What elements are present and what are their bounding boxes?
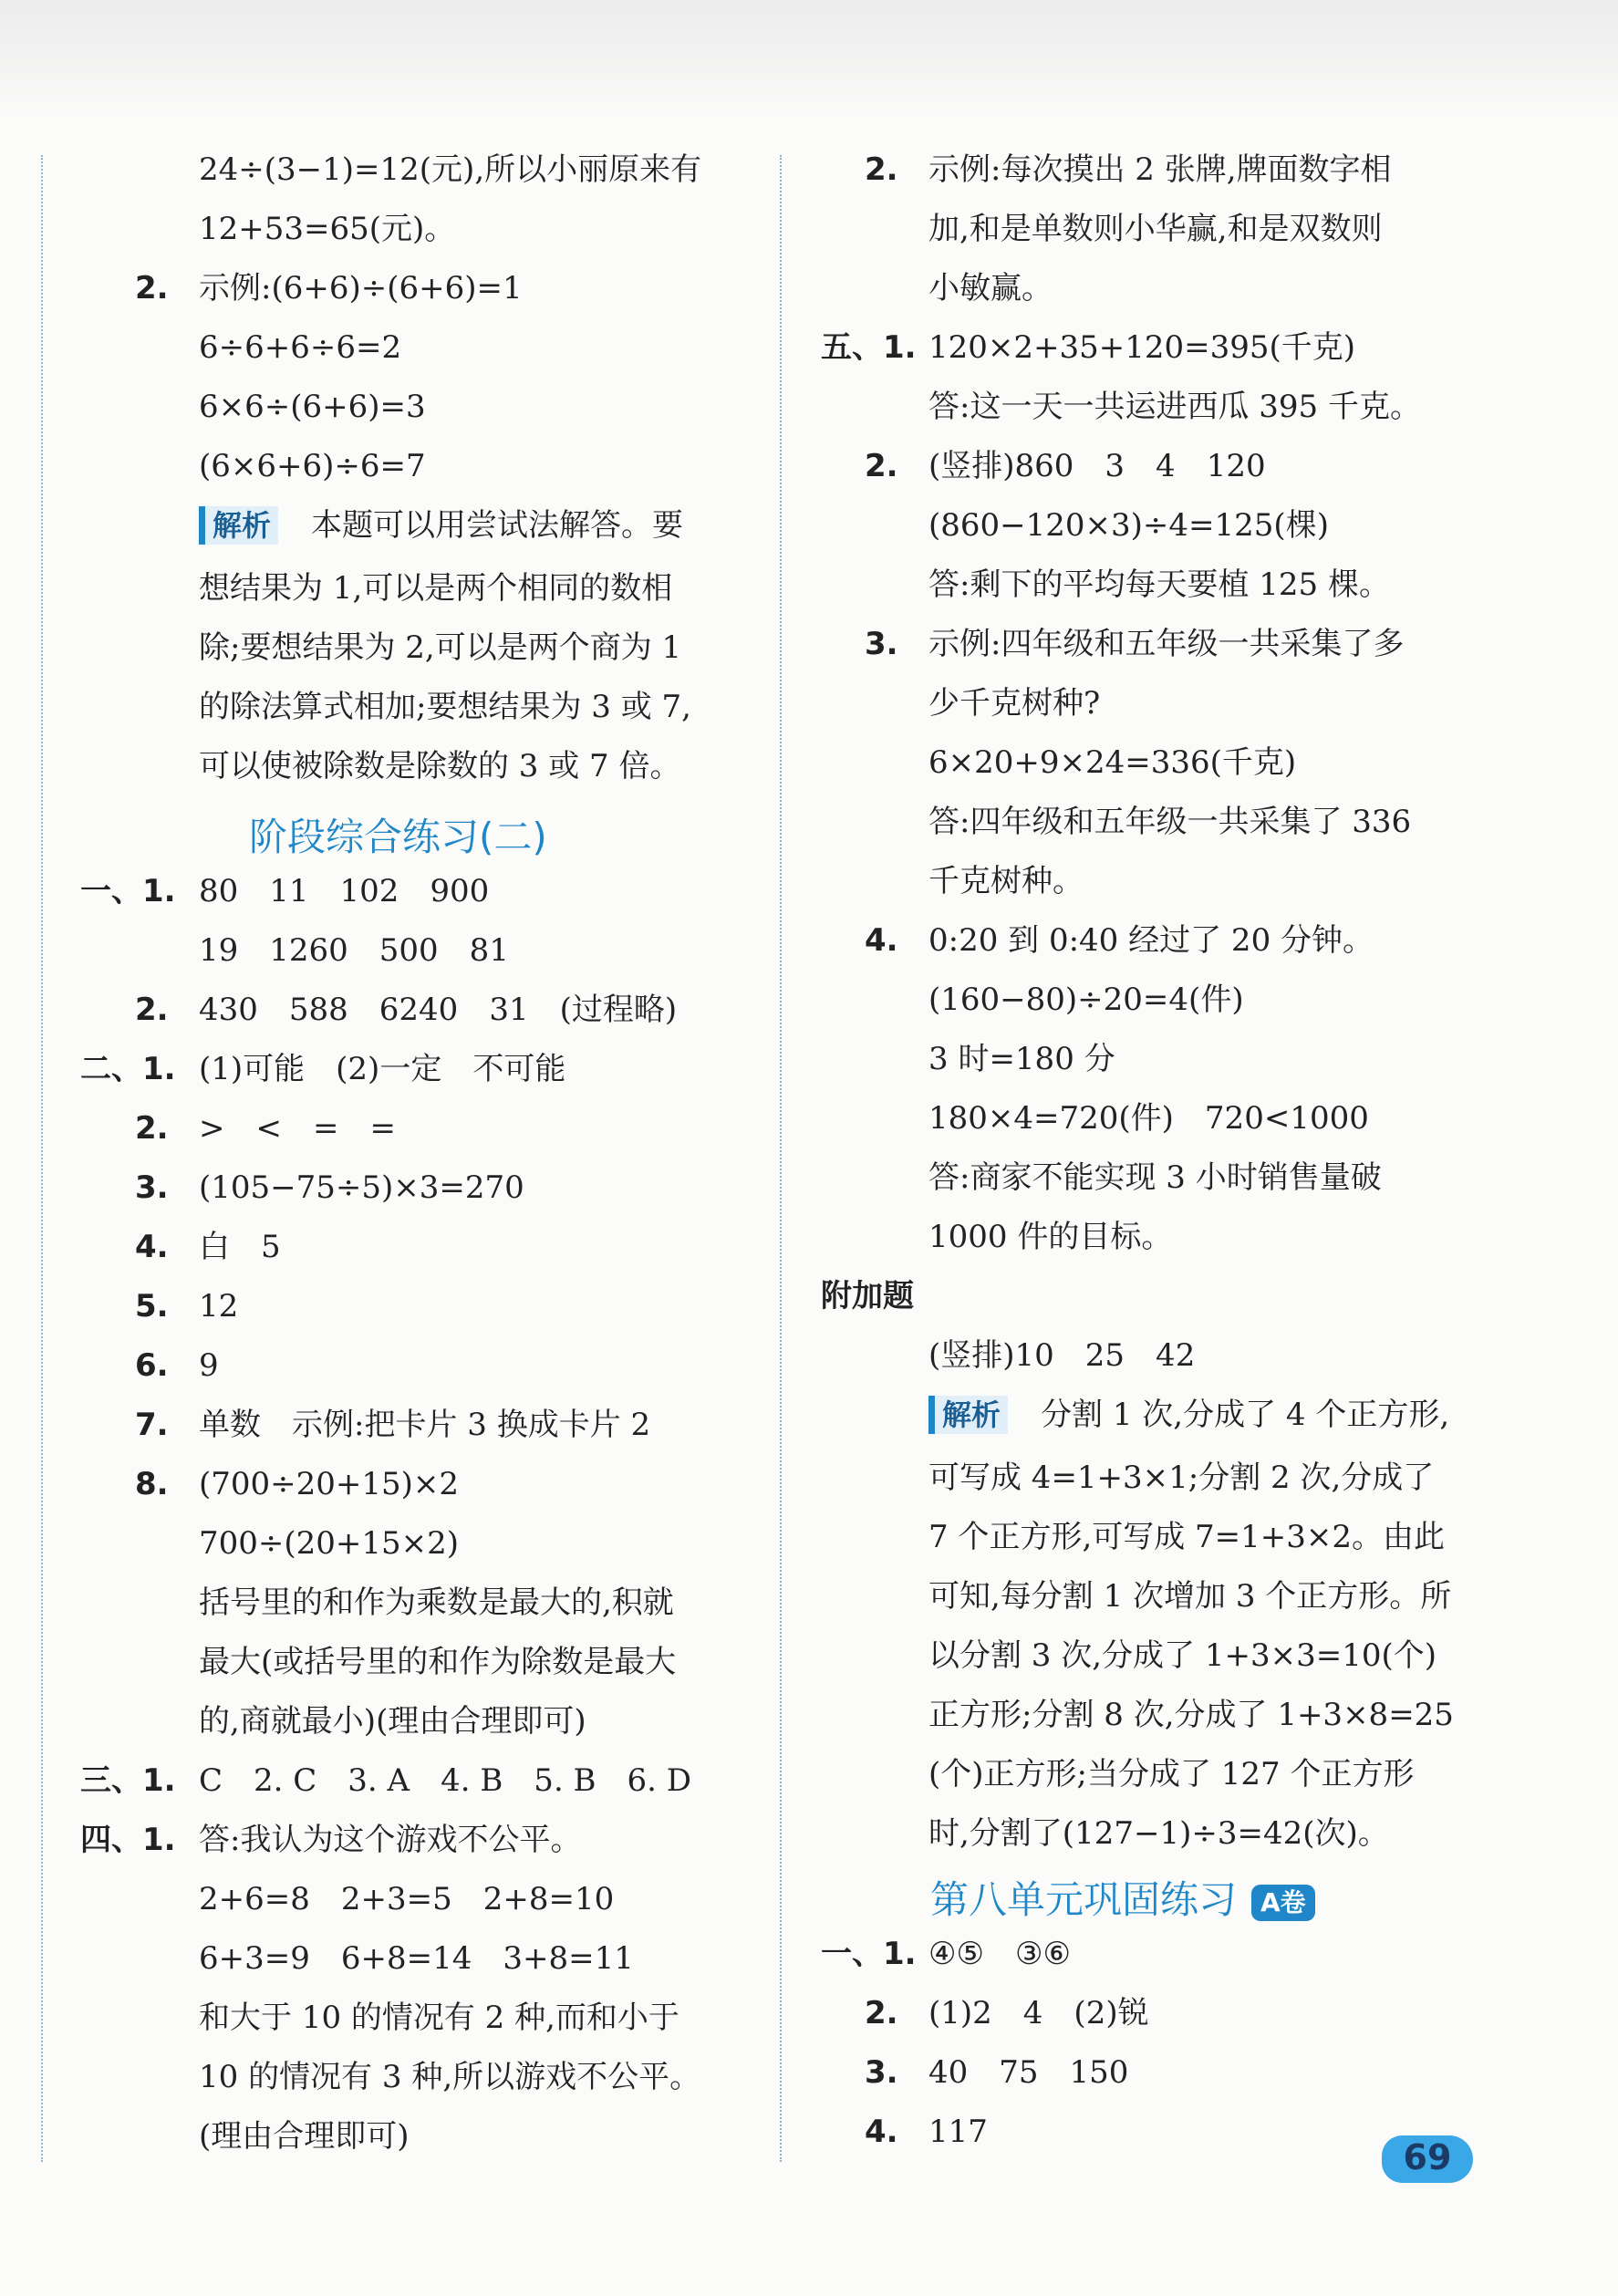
answer-text: 答:这一天一共运进西瓜 395 千克。 — [928, 389, 1421, 425]
answer-text: 以分割 3 次,分成了 1+3×3=10(个) — [928, 1637, 1437, 1674]
answer-text: (个)正方形;当分成了 127 个正方形 — [928, 1756, 1415, 1792]
question-number: 6. — [135, 1347, 169, 1384]
answer-text: 和大于 10 的情况有 2 种,而和小于 — [199, 2000, 679, 2036]
answer-text: 可以使被除数是除数的 3 或 7 倍。 — [199, 748, 681, 784]
answer-text: 分割 1 次,分成了 4 个正方形, — [1041, 1397, 1450, 1433]
answer-text: 6×20+9×24=336(千克) — [928, 744, 1297, 781]
answer-text: 示例:每次摸出 2 张牌,牌面数字相 — [928, 151, 1392, 188]
page-number-badge — [1345, 2128, 1482, 2192]
section-heading-text: 第八单元巩固练习 — [930, 1877, 1238, 1922]
answer-text: 3 时=180 分 — [928, 1041, 1115, 1077]
answer-text: 千克树种。 — [928, 863, 1084, 899]
answer-text: 10 的情况有 3 种,所以游戏不公平。 — [199, 2059, 701, 2095]
answer-text: (竖排)860 3 4 120 — [928, 448, 1266, 484]
answer-text: 正方形;分割 8 次,分成了 1+3×8=25 — [928, 1697, 1454, 1733]
section-heading — [930, 1870, 1315, 1925]
question-number: 五、1. — [821, 329, 917, 366]
answer-text: 想结果为 1,可以是两个相同的数相 — [199, 570, 673, 607]
answer-text: 本题可以用尝试法解答。要 — [311, 507, 684, 544]
answer-text: 单数 示例:把卡片 3 换成卡片 2 — [199, 1407, 651, 1443]
answer-text: 2+6=8 2+3=5 2+8=10 — [199, 1881, 615, 1917]
question-number: 附加题 — [821, 1278, 914, 1314]
column-divider-rule — [780, 155, 782, 2162]
answer-text: (700÷20+15)×2 — [199, 1466, 460, 1502]
answer-text: ④⑤ ③⑥ — [928, 1936, 1071, 1972]
question-number: 一、1. — [821, 1936, 917, 1972]
section-heading-text: 阶段综合练习(二) — [249, 815, 547, 859]
answer-text: 6×6÷(6+6)=3 — [199, 389, 426, 425]
answer-text: 可知,每分割 1 次增加 3 个正方形。所 — [928, 1578, 1452, 1615]
question-number: 3. — [865, 626, 898, 662]
answer-text: 80 11 102 900 — [199, 873, 490, 909]
left-margin-rule — [41, 155, 43, 2162]
answer-text: 0:20 到 0:40 经过了 20 分钟。 — [928, 922, 1374, 959]
answer-text: 示例:四年级和五年级一共采集了多 — [928, 626, 1405, 662]
answer-text: 9 — [199, 1347, 219, 1384]
answer-text: 除;要想结果为 2,可以是两个商为 1 — [199, 629, 682, 666]
answer-text: 430 588 6240 31 (过程略) — [199, 992, 678, 1028]
answer-text: 19 1260 500 81 — [199, 932, 509, 969]
answer-text: 120×2+35+120=395(千克) — [928, 329, 1356, 366]
question-number: 四、1. — [80, 1822, 176, 1858]
section-badge: A卷 — [1251, 1885, 1315, 1921]
scan-top-band — [0, 0, 1618, 119]
answer-text: 6+3=9 6+8=14 3+8=11 — [199, 1940, 634, 1977]
answer-text: 示例:(6+6)÷(6+6)=1 — [199, 270, 523, 306]
answer-text: 180×4=720(件) 720<1000 — [928, 1100, 1369, 1137]
question-number: 三、1. — [80, 1762, 176, 1799]
answer-text: 答:四年级和五年级一共采集了 336 — [928, 804, 1412, 840]
question-number: 4. — [135, 1229, 169, 1265]
answer-text: 括号里的和作为乘数是最大的,积就 — [199, 1584, 674, 1621]
analysis-tag: 解析 — [928, 1396, 1008, 1434]
question-number: 2. — [135, 270, 169, 306]
analysis-tag: 解析 — [199, 506, 278, 545]
answer-text: 24÷(3−1)=12(元),所以小丽原来有 — [199, 151, 702, 188]
answer-text: 少千克树种? — [928, 685, 1101, 722]
answer-text: (860−120×3)÷4=125(棵) — [928, 507, 1329, 544]
answer-text: (1)可能 (2)一定 不可能 — [199, 1051, 566, 1087]
question-number: 3. — [135, 1169, 169, 1206]
answer-text: (160−80)÷20=4(件) — [928, 982, 1244, 1018]
section-heading — [249, 807, 547, 862]
answer-text: 700÷(20+15×2) — [199, 1525, 460, 1562]
answer-text: 12 — [199, 1288, 239, 1325]
answer-text: (竖排)10 25 42 — [928, 1337, 1196, 1374]
question-number: 2. — [865, 448, 898, 484]
answer-text: 白 5 — [199, 1229, 281, 1265]
question-number: 2. — [135, 992, 169, 1028]
answer-text: 12+53=65(元)。 — [199, 211, 456, 247]
question-number: 4. — [865, 922, 898, 959]
answer-text: C 2. C 3. A 4. B 5. B 6. D — [199, 1762, 692, 1799]
answer-text: 可写成 4=1+3×1;分割 2 次,分成了 — [928, 1460, 1435, 1496]
question-number: 二、1. — [80, 1051, 176, 1087]
answer-text: 加,和是单数则小华赢,和是双数则 — [928, 211, 1383, 247]
answer-text: 答:剩下的平均每天要植 125 棵。 — [928, 566, 1390, 603]
question-number: 2. — [865, 151, 898, 188]
answer-text: 最大(或括号里的和作为除数是最大 — [199, 1644, 677, 1680]
answer-text: 答:商家不能实现 3 小时销售量破 — [928, 1159, 1382, 1196]
answer-text: 7 个正方形,可写成 7=1+3×2。由此 — [928, 1519, 1446, 1555]
question-number: 3. — [865, 2054, 898, 2091]
answer-text: > < = = — [199, 1110, 396, 1147]
answer-text: 1000 件的目标。 — [928, 1219, 1173, 1255]
question-number: 一、1. — [80, 873, 176, 909]
question-number: 2. — [135, 1110, 169, 1147]
answer-text: 小敏赢。 — [928, 270, 1053, 306]
answer-text: (105−75÷5)×3=270 — [199, 1169, 524, 1206]
question-number: 4. — [865, 2114, 898, 2150]
answer-text: 时,分割了(127−1)÷3=42(次)。 — [928, 1815, 1389, 1852]
question-number: 2. — [865, 1995, 898, 2031]
answer-text: 40 75 150 — [928, 2054, 1129, 2091]
answer-text: 答:我认为这个游戏不公平。 — [199, 1822, 582, 1858]
answer-text: (理由合理即可) — [199, 2118, 410, 2155]
question-number: 5. — [135, 1288, 169, 1325]
answer-text: (6×6+6)÷6=7 — [199, 448, 426, 484]
answer-text: 117 — [928, 2114, 988, 2150]
answer-text: 的,商就最小)(理由合理即可) — [199, 1703, 586, 1740]
answer-text: 的除法算式相加;要想结果为 3 或 7, — [199, 689, 691, 725]
question-number: 7. — [135, 1407, 169, 1443]
answer-text: (1)2 4 (2)锐 — [928, 1995, 1149, 2031]
question-number: 8. — [135, 1466, 169, 1502]
page-number: 69 — [1403, 2137, 1452, 2177]
answer-text: 6÷6+6÷6=2 — [199, 329, 402, 366]
